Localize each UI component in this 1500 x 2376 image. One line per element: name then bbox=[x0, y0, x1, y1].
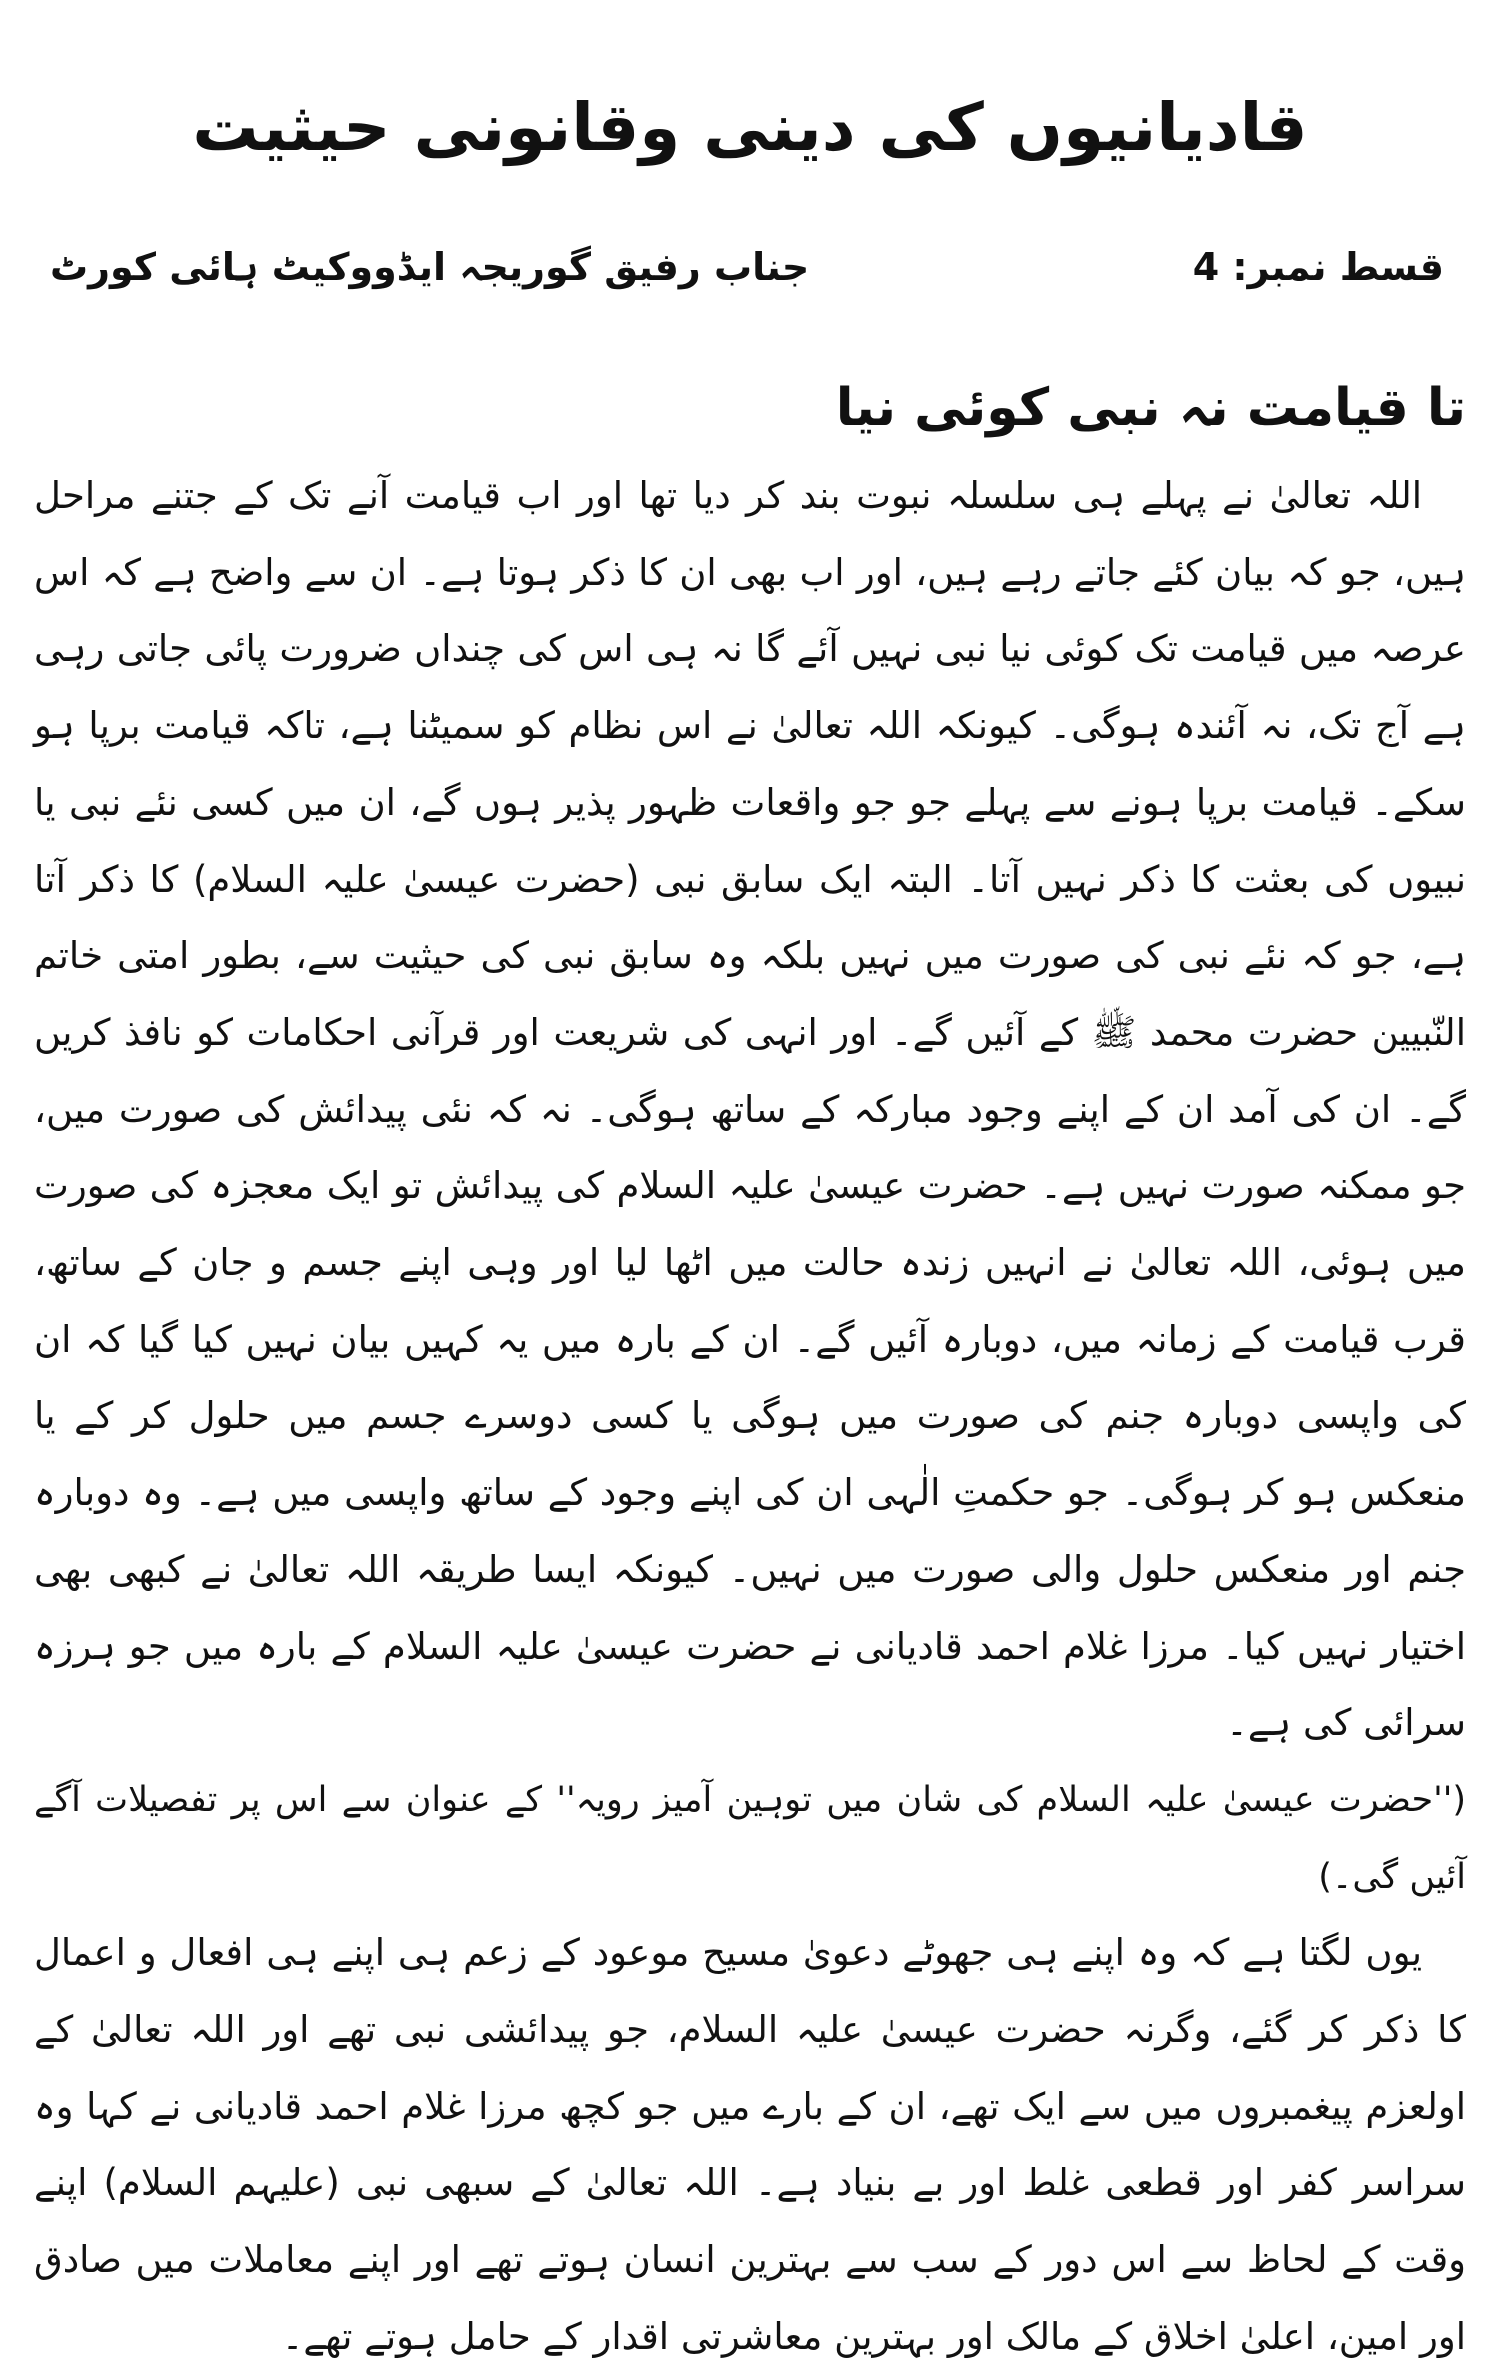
byline-row bbox=[50, 232, 1444, 302]
section-heading: تا قیامت نہ نبی کوئی نیا bbox=[835, 378, 1466, 438]
installment-number: قسط نمبر: 4 bbox=[1192, 245, 1444, 289]
author-byline: جناب رفیق گوریجہ ایڈووکیٹ ہائی کورٹ bbox=[50, 245, 810, 289]
paragraph: اللہ تعالیٰ نے پہلے ہی سلسلہ نبوت بند کر دیا تھا اور اب قیامت آنے تک کے جتنے مراحل ہیں، جو کہ بیان کئے جاتے رہے ہیں، اور اب بھی ان کا ذکر ہوتا ہے۔ ان سے واضح ہے کہ اس عرصہ میں قیامت تک کوئی نیا نبی نہیں آئے گا نہ ہی اس کی چنداں ضرورت پائی جاتی رہی ہے آج تک، نہ آئندہ ہوگی۔ کیونکہ اللہ تعالیٰ نے اس نظام کو سمیٹنا ہے، تاکہ قیامت برپا ہو سکے۔ قیامت برپا ہونے سے پہلے جو جو واقعات ظہور پذیر ہوں گے، ان میں کسی نئے نبی یا نبیوں کی بعثت کا ذکر نہیں آتا۔ البتہ ایک سابق نبی (حضرت عیسیٰ علیہ السلام) کا ذکر آتا ہے، جو کہ نئے نبی کی صورت میں نہیں بلکہ وہ سابق نبی کی حیثیت سے، بطور امتی خاتم النّبیین حضرت محمد ﷺ کے آئیں گے۔ اور انہی کی شریعت اور قرآنی احکامات کو نافذ کریں گے۔ ان کی آمد ان کے اپنے وجود مبارکہ کے ساتھ ہوگی۔ نہ کہ نئی پیدائش کی صورت میں، جو ممکنہ صورت نہیں ہے۔ حضرت عیسیٰ علیہ السلام کی پیدائش تو ایک معجزہ کی صورت میں ہوئی، اللہ تعالیٰ نے انہیں زندہ حالت میں اٹھا لیا اور وہی اپنے جسم و جان کے ساتھ، قرب قیامت کے زمانہ میں، دوبارہ آئیں گے۔ ان کے بارہ میں یہ کہیں بیان نہیں کیا گیا کہ ان کی واپسی دوبارہ جنم کی صورت میں ہوگی یا کسی دوسرے جسم میں حلول کر کے یا منعکس ہو کر ہوگی۔ جو حکمتِ الٰہی ان کی اپنے وجود کے ساتھ واپسی میں ہے۔ وہ دوبارہ جنم اور منعکس حلول والی صورت میں نہیں۔ کیونکہ ایسا طریقہ اللہ تعالیٰ نے کبھی بھی اختیار نہیں کیا۔ مرزا غلام احمد قادیانی نے حضرت عیسیٰ علیہ السلام کے بارہ میں جو ہرزہ سرائی کی ہے۔ bbox=[34, 474, 1467, 1745]
cross-reference-note: (''حضرت عیسیٰ علیہ السلام کی شان میں توہین آمیز رویہ'' کے عنوان سے اس پر تفصیلات آگے آئیں گی۔) bbox=[34, 1779, 1466, 1897]
paragraph: یوں لگتا ہے کہ وہ اپنے ہی جھوٹے دعویٰ مسیح موعود کے زعم ہی اپنے ہی افعال و اعمال کا ذکر کر گئے، وگرنہ حضرت عیسیٰ علیہ السلام، جو پیدائشی نبی تھے اور اللہ تعالیٰ کے اولعزم پیغمبروں میں سے ایک تھے، ان کے بارے میں جو کچھ مرزا غلام احمد قادیانی نے کہا وہ سراسر کفر اور قطعی غلط اور بے بنیاد ہے۔ اللہ تعالیٰ کے سبھی نبی (علیہم السلام) اپنے وقت کے لحاظ سے اس دور کے سب سے بہترین انسان ہوتے تھے اور اپنے معاملات میں صادق اور امین، اعلیٰ اخلاق کے مالک اور بہترین معاشرتی اقدار کے حامل ہوتے تھے۔ bbox=[34, 1931, 1466, 2358]
article-title: قادیانیوں کی دینی وقانونی حیثیت bbox=[192, 89, 1308, 166]
article-body bbox=[34, 458, 1466, 2376]
